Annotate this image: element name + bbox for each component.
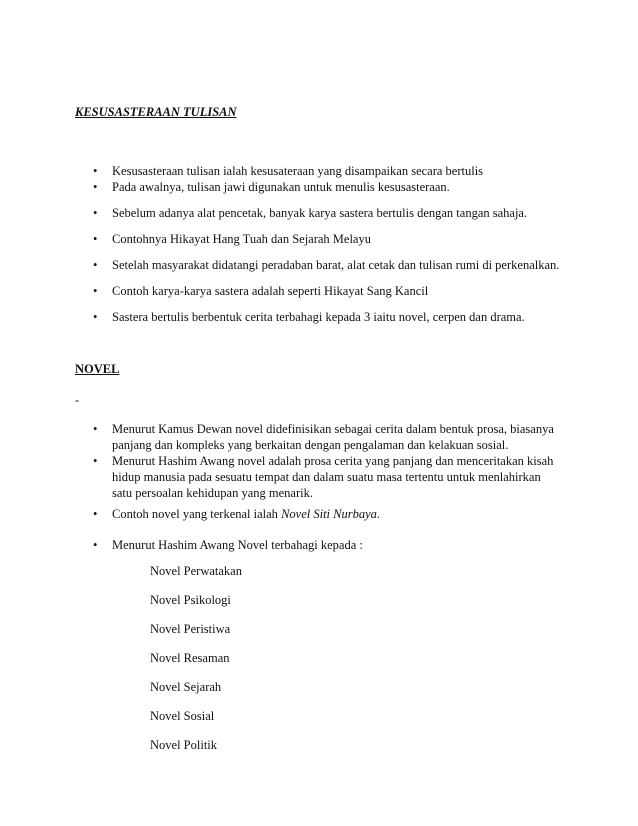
list-item-text: [112, 506, 572, 522]
list-item-line: Menurut Kamus Dewan novel didefinisikan sebagai cerita dalam bentuk prosa, biasanya: [112, 422, 554, 436]
list-item-line: hidup manusia pada sesuatu tempat dan dalam suatu masa tertentu untuk menlahirkan: [112, 470, 541, 484]
list-item-line: panjang dan kompleks yang berkaitan dengan pengalaman dan kelakuan sosial.: [112, 438, 509, 452]
bullet-icon: •: [93, 507, 98, 521]
novel-type-item: Novel Sosial: [150, 709, 215, 723]
list-item-text: Contohnya Hikayat Hang Tuah dan Sejarah Melayu: [112, 232, 371, 246]
list-item-text: Menurut Hashim Awang Novel terbahagi kepada :: [112, 538, 363, 552]
list-item-text: Kesusasteraan tulisan ialah kesusateraan yang disampaikan secara bertulis: [112, 164, 484, 178]
dash-marker: -: [75, 393, 80, 407]
bullet-icon: •: [93, 284, 98, 298]
bullet-icon: •: [93, 164, 98, 178]
novel-type-item: Novel Resaman: [150, 651, 230, 665]
novel-title: Novel Siti Nurbaya: [281, 507, 377, 521]
list-item-text: Pada awalnya, tulisan jawi digunakan untuk menulis kesusasteraan.: [112, 180, 450, 194]
bullet-icon: •: [93, 232, 98, 246]
novel-type-item: Novel Psikologi: [150, 593, 231, 607]
bullet-icon: •: [93, 258, 98, 272]
list-item-line: satu persoalan kehidupan yang menarik.: [112, 486, 313, 500]
list-item-text: Sebelum adanya alat pencetak, banyak karya sastera bertulis dengan tangan sahaja.: [112, 206, 528, 220]
section-heading-kesusasteraan-tulisan: KESUSASTERAAN TULISAN: [75, 105, 237, 119]
bullet-icon: •: [93, 206, 98, 220]
list-item-prefix: Contoh novel yang terkenal ialah: [112, 507, 282, 521]
novel-type-item: Novel Politik: [150, 738, 218, 752]
list-item-line: Menurut Hashim Awang novel adalah prosa cerita yang panjang dan menceritakan kisah: [112, 454, 554, 468]
novel-type-item: Novel Perwatakan: [150, 564, 242, 578]
list-item-text: Contoh karya-karya sastera adalah seperti Hikayat Sang Kancil: [112, 284, 429, 298]
section-heading-novel: NOVEL: [75, 362, 120, 376]
bullet-icon: •: [93, 538, 98, 552]
list-item-text: [112, 453, 572, 501]
bullet-icon: •: [93, 180, 98, 194]
list-item-suffix: .: [376, 507, 381, 521]
novel-type-item: Novel Peristiwa: [150, 622, 231, 636]
novel-type-item: Novel Sejarah: [150, 680, 222, 694]
bullet-icon: •: [93, 310, 98, 324]
list-item-text: [112, 421, 572, 453]
list-item-text: Setelah masyarakat didatangi peradaban barat, alat cetak dan tulisan rumi di perkenalkan.: [112, 258, 560, 272]
bullet-icon: •: [93, 454, 98, 468]
list-item-text: Sastera bertulis berbentuk cerita terbahagi kepada 3 iaitu novel, cerpen dan drama.: [112, 310, 525, 324]
bullet-icon: •: [93, 422, 98, 436]
